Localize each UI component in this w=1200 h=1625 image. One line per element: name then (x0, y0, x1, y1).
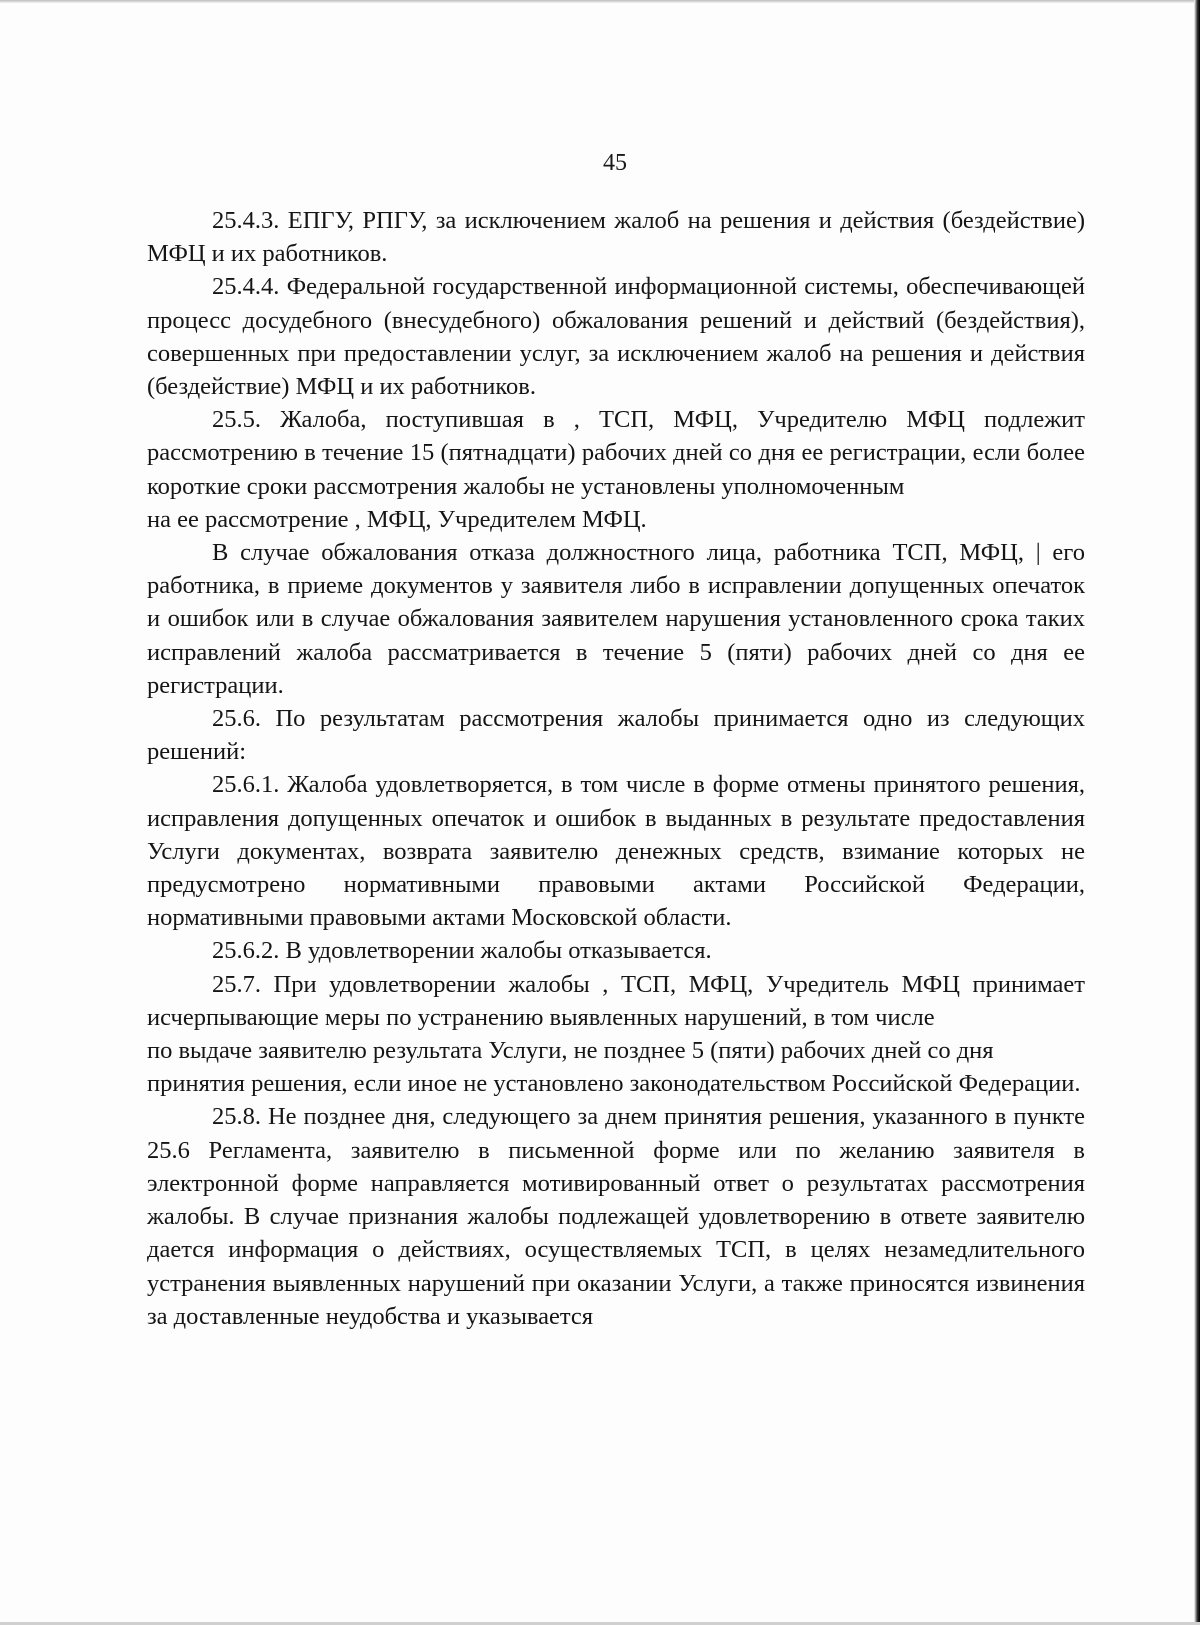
paragraph-25-5: 25.5. Жалоба, поступившая в , ТСП, МФЦ, Учредителю МФЦ подлежит рассмотрению в течение 15 (пятнадцати) рабочих дней со дня ее регистрации, если более короткие сроки рассмотрения жалобы не установлены уполномоченным (147, 406, 1085, 500)
paragraph-25-6: 25.6. По результатам рассмотрения жалобы принимается одно из следующих решений: (147, 705, 1085, 766)
paragraph-25-8: 25.8. Не позднее дня, следующего за днем принятия решения, указанного в пункте 25.6 Регламента, заявителю в письменной форме или по желанию заявителя в электронной форме направляется мотивированный ответ о результатах рассмотрения жалобы. В случае признания жалобы подлежащей удовлетворению в ответе заявителю дается информация о действиях, осуществляемых ТСП, в целях незамедлительного устранения выявленных нарушений при оказании Услуги, а также приносятся извинения за доставленные неудобства и указывается (147, 1103, 1085, 1330)
paragraph-25-7-continuation: по выдаче заявителю результата Услуги, не позднее 5 (пяти) рабочих дней со дня принятия решения, если иное не установлено законодательством Российской Федерации. (147, 1037, 1081, 1098)
paragraph-25-6-2: 25.6.2. В удовлетворении жалобы отказывается. (212, 937, 712, 965)
page-number: 45 (603, 150, 627, 176)
paragraph-25-4-4: 25.4.4. Федеральной государственной информационной системы, обеспечивающей процесс досудебного (внесудебного) обжалования решений и действий (бездействия), совершенных при предоставлении услуг, за исключением жалоб на решения и действия (бездействие) МФЦ и их работников. (147, 273, 1085, 401)
paragraph-25-5-continuation: на ее рассмотрение , МФЦ, Учредителем МФЦ. (147, 505, 647, 533)
paragraph-appeal-refusal: В случае обжалования отказа должностного лица, работника ТСП, МФЦ, | его работника, в приеме документов у заявителя либо в исправлении допущенных опечаток и ошибок или в случае обжалования заявителем нарушения установленного срока таких исправлений жалоба рассматривается в течение 5 (пяти) рабочих дней со дня ее регистрации. (147, 539, 1085, 699)
paragraph-25-4-3: 25.4.3. ЕПГУ, РПГУ, за исключением жалоб на решения и действия (бездействие) МФЦ и их работников. (147, 207, 1085, 268)
paragraph-25-6-1: 25.6.1. Жалоба удовлетворяется, в том числе в форме отмены принятого решения, исправления допущенных опечаток и ошибок в выданных в результате предоставления Услуги документах, возврата заявителю денежных средств, взимание которых не предусмотрено нормативными правовыми актами Российской Федерации, нормативными правовыми актами Московской области. (147, 771, 1085, 932)
scan-edge-right (1194, 0, 1200, 1625)
scan-edge-top (0, 0, 1200, 3)
document-body (147, 204, 1085, 1333)
paragraph-25-7: 25.7. При удовлетворении жалобы , ТСП, МФЦ, Учредитель МФЦ принимает исчерпывающие меры по устранению выявленных нарушений, в том числе (147, 970, 1085, 1031)
